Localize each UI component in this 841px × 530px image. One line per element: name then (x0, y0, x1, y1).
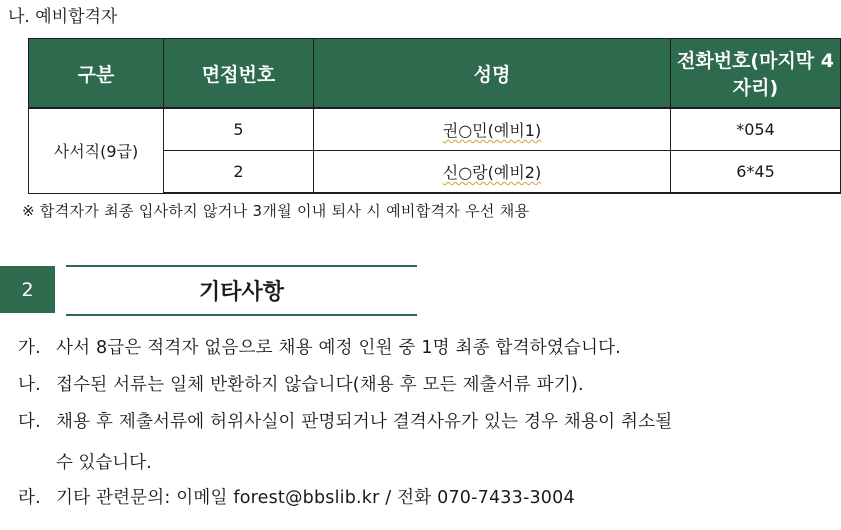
section-title-box (66, 265, 417, 316)
name-text: 권○민(예비1) (442, 121, 542, 140)
list-item (18, 334, 621, 359)
cell-name (314, 151, 671, 194)
header-name: 성명 (314, 39, 671, 109)
cell-number: 2 (164, 151, 314, 194)
cell-number: 5 (164, 108, 314, 151)
subheading: 나. 예비합격자 (8, 7, 118, 27)
item-continuation: 수 있습니다. (56, 453, 152, 473)
header-category: 구분 (29, 39, 164, 109)
table-footnote: ※ 합격자가 최종 입사하지 않거나 3개월 이내 퇴사 시 예비합격자 우선 채용 (22, 202, 530, 220)
item-text: 채용 후 제출서류에 허위사실이 판명되거나 결격사유가 있는 경우 채용이 취소될 (56, 412, 673, 432)
list-item (18, 371, 584, 396)
table-header-row (29, 39, 841, 109)
item-text: 접수된 서류는 일체 반환하지 않습니다(채용 후 모든 제출서류 파기). (56, 375, 584, 395)
list-item (18, 484, 575, 509)
header-interview-number: 면접번호 (164, 39, 314, 109)
item-text: 사서 8급은 적격자 없음으로 채용 예정 인원 중 1명 최종 합격하였습니다. (56, 338, 621, 358)
cell-name (314, 108, 671, 151)
section-number-badge: 2 (0, 266, 55, 313)
cell-phone: *054 (671, 108, 841, 151)
group-label: 사서직(9급) (29, 108, 164, 193)
section-title: 기타사항 (198, 280, 284, 305)
item-text: 기타 관련문의: 이메일 forest@bbslib.kr / 전화 070-7433-3004 (56, 488, 575, 508)
item-mark: 가. (18, 338, 41, 358)
list-item (18, 408, 672, 433)
cell-phone: 6*45 (671, 151, 841, 194)
table-row (29, 108, 841, 151)
item-mark: 라. (18, 488, 41, 508)
name-text: 신○랑(예비2) (442, 163, 542, 182)
item-mark: 나. (18, 375, 41, 395)
item-mark: 다. (18, 412, 41, 432)
header-phone: 전화번호(마지막 4자리) (671, 39, 841, 109)
alternate-candidates-table (28, 38, 841, 194)
